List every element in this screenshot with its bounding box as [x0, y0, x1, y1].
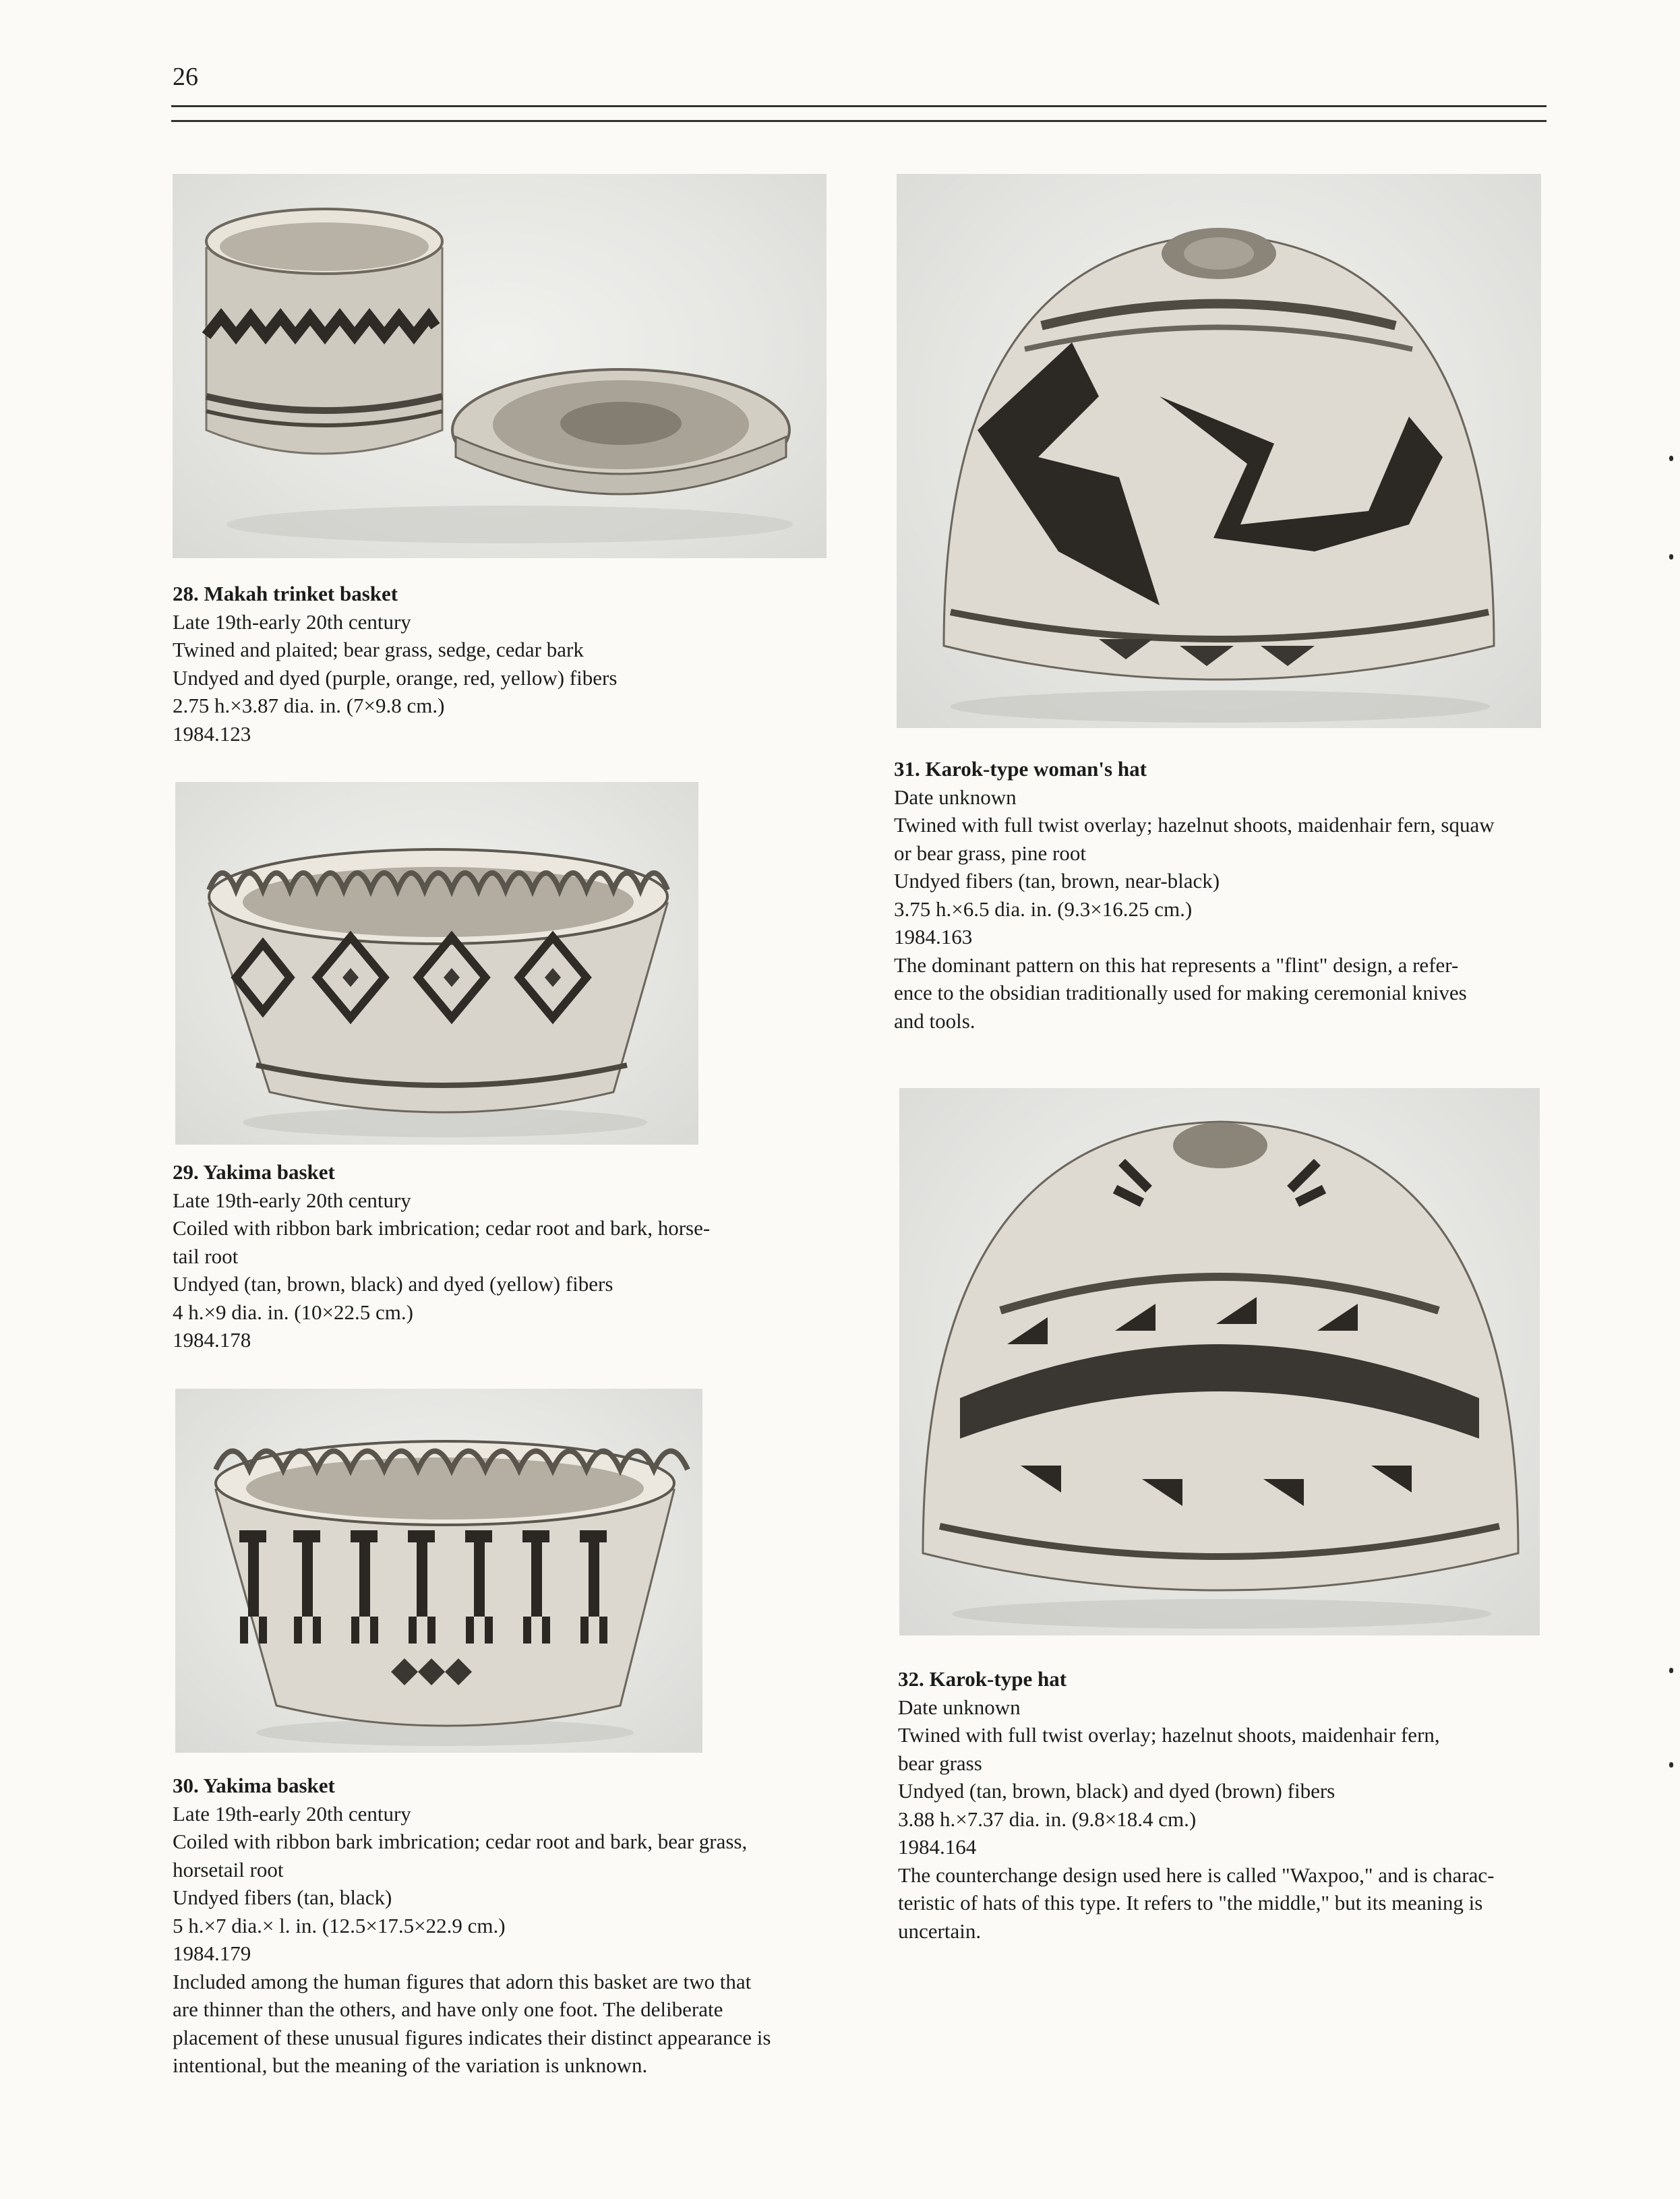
caption-line: Twined with full twist overlay; hazelnut shoots, maidenhair fern, squaw [894, 813, 1495, 837]
caption-line: horsetail root [173, 1857, 284, 1881]
caption-line: Coiled with ribbon bark imbrication; cedar root and bark, horse- [173, 1216, 711, 1240]
caption-line: Undyed fibers (tan, brown, near-black) [894, 869, 1220, 893]
caption-item-29 [173, 1158, 847, 1354]
caption-item-32 [898, 1665, 1572, 1945]
caption-line: Late 19th-early 20th century [173, 1188, 411, 1212]
caption-line: Undyed fibers (tan, black) [173, 1886, 392, 1909]
header-rule-bottom [171, 120, 1547, 122]
caption-line: Date unknown [898, 1695, 1021, 1719]
caption-line: are thinner than the others, and have only one foot. The deliberate [173, 1997, 723, 2021]
caption-line: teristic of hats of this type. It refers to "the middle," but its meaning is [898, 1891, 1483, 1915]
scan-mark [1669, 554, 1673, 560]
photo-karok-hat [899, 1088, 1540, 1635]
caption-line: 1984.164 [898, 1835, 977, 1859]
page-number: 26 [173, 63, 198, 91]
header-rule-top [171, 105, 1547, 107]
caption-line: 1984.179 [173, 1941, 251, 1965]
photo-makah-trinket-basket [173, 174, 827, 558]
caption-item-28 [173, 580, 847, 748]
caption-line: Late 19th-early 20th century [173, 609, 411, 634]
caption-line: 1984.178 [173, 1328, 251, 1352]
caption-line: or bear grass, pine root [894, 841, 1086, 865]
caption-line: Undyed (tan, brown, black) and dyed (brown) fibers [898, 1779, 1336, 1803]
caption-line: 3.75 h.×6.5 dia. in. (9.3×16.25 cm.) [894, 897, 1193, 921]
caption-line: Coiled with ribbon bark imbrication; cedar root and bark, bear grass, [173, 1830, 748, 1853]
caption-line: The counterchange design used here is called "Waxpoo," and is charac- [898, 1863, 1495, 1887]
caption-title: 30. Yakima basket [173, 1774, 335, 1797]
caption-line: placement of these unusual figures indicates their distinct appearance is [173, 2025, 771, 2049]
photo-yakima-basket-29 [175, 782, 698, 1145]
caption-line: Undyed and dyed (purple, orange, red, yellow) fibers [173, 665, 618, 690]
scan-mark [1669, 1762, 1673, 1768]
caption-line: Undyed (tan, brown, black) and dyed (yellow) fibers [173, 1272, 613, 1296]
caption-line: 1984.163 [894, 925, 973, 948]
caption-line: and tools. [894, 1008, 976, 1033]
caption-line: intentional, but the meaning of the variation is unknown. [173, 2053, 648, 2077]
caption-line: tail root [173, 1244, 239, 1268]
caption-title: 31. Karok-type woman's hat [894, 757, 1147, 781]
caption-title: 29. Yakima basket [173, 1160, 335, 1184]
scan-mark [1669, 1668, 1673, 1673]
caption-line: 4 h.×9 dia. in. (10×22.5 cm.) [173, 1300, 413, 1324]
caption-line: 3.88 h.×7.37 dia. in. (9.8×18.4 cm.) [898, 1807, 1197, 1831]
caption-item-31 [894, 755, 1568, 1035]
caption-line: Date unknown [894, 785, 1017, 809]
caption-line: Twined and plaited; bear grass, sedge, cedar bark [173, 638, 584, 661]
caption-line: Included among the human figures that adorn this basket are two that [173, 1969, 752, 1993]
caption-line: 2.75 h.×3.87 dia. in. (7×9.8 cm.) [173, 694, 445, 717]
caption-line: 5 h.×7 dia.× l. in. (12.5×17.5×22.9 cm.) [173, 1913, 506, 1937]
caption-title: 32. Karok-type hat [898, 1667, 1067, 1691]
caption-line: The dominant pattern on this hat represents a "flint" design, a refer- [894, 953, 1459, 977]
caption-line: bear grass [898, 1751, 982, 1775]
caption-line: 1984.123 [173, 721, 251, 746]
caption-item-30 [173, 1772, 860, 2080]
caption-line: Late 19th-early 20th century [173, 1801, 411, 1826]
scan-mark [1669, 456, 1673, 461]
caption-line: ence to the obsidian traditionally used for making ceremonial knives [894, 981, 1467, 1004]
photo-karok-womans-hat [897, 174, 1541, 728]
caption-line: uncertain. [898, 1919, 982, 1943]
caption-title: 28. Makah trinket basket [173, 582, 398, 605]
caption-line: Twined with full twist overlay; hazelnut shoots, maidenhair fern, [898, 1723, 1440, 1747]
photo-yakima-basket-30 [175, 1389, 702, 1753]
